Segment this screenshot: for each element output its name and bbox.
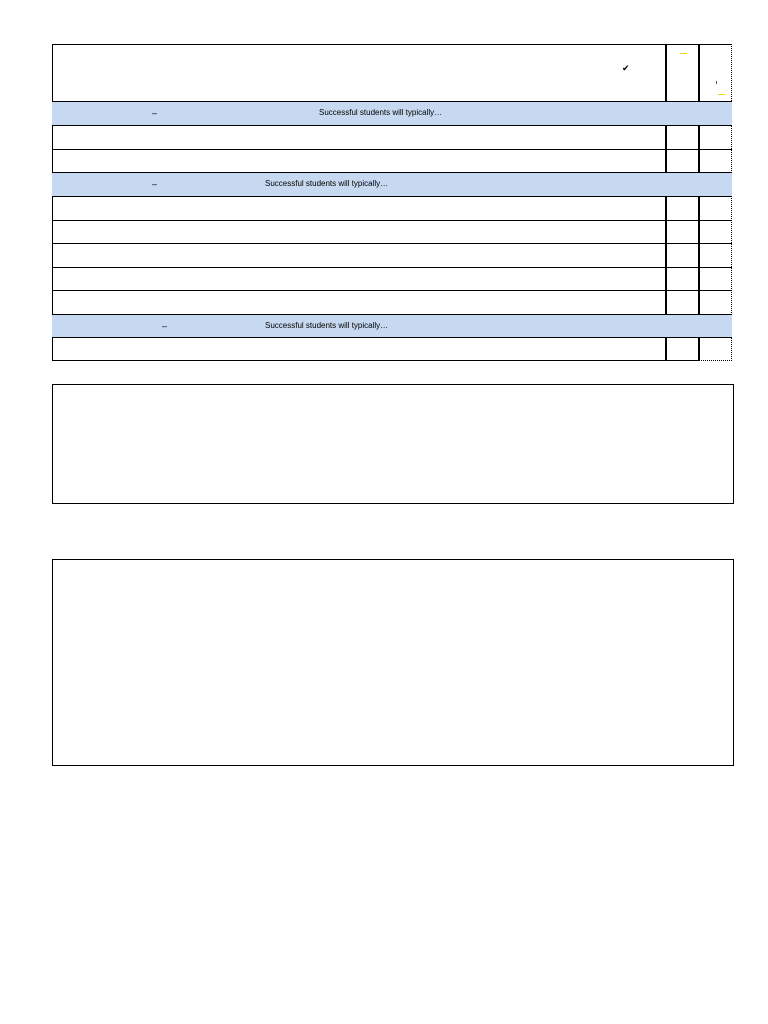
learning-outcomes-table <box>52 44 732 361</box>
table-row <box>52 126 732 150</box>
section-dash: – <box>152 179 158 189</box>
table-row <box>52 244 732 268</box>
section-dash: – <box>162 321 168 331</box>
table-row <box>52 268 732 291</box>
highlight-mark <box>718 94 725 95</box>
section-header-row <box>52 315 732 338</box>
tick-mark <box>716 81 717 84</box>
table-header-row <box>52 44 732 102</box>
section-header-row <box>52 173 732 197</box>
table-row <box>52 197 732 221</box>
section-label: Successful students will typically… <box>319 108 443 117</box>
section-header-row <box>52 102 732 126</box>
empty-text-box <box>52 384 734 504</box>
section-label: Successful students will typically… <box>265 179 389 188</box>
table-row <box>52 221 732 244</box>
checkmark-icon: ✔ <box>622 64 630 74</box>
table-row <box>52 291 732 315</box>
section-dash: – <box>152 108 158 118</box>
highlight-mark <box>680 53 687 54</box>
table-row <box>52 150 732 173</box>
empty-text-box <box>52 559 734 766</box>
table-row <box>52 338 732 361</box>
section-label: Successful students will typically… <box>265 321 389 330</box>
